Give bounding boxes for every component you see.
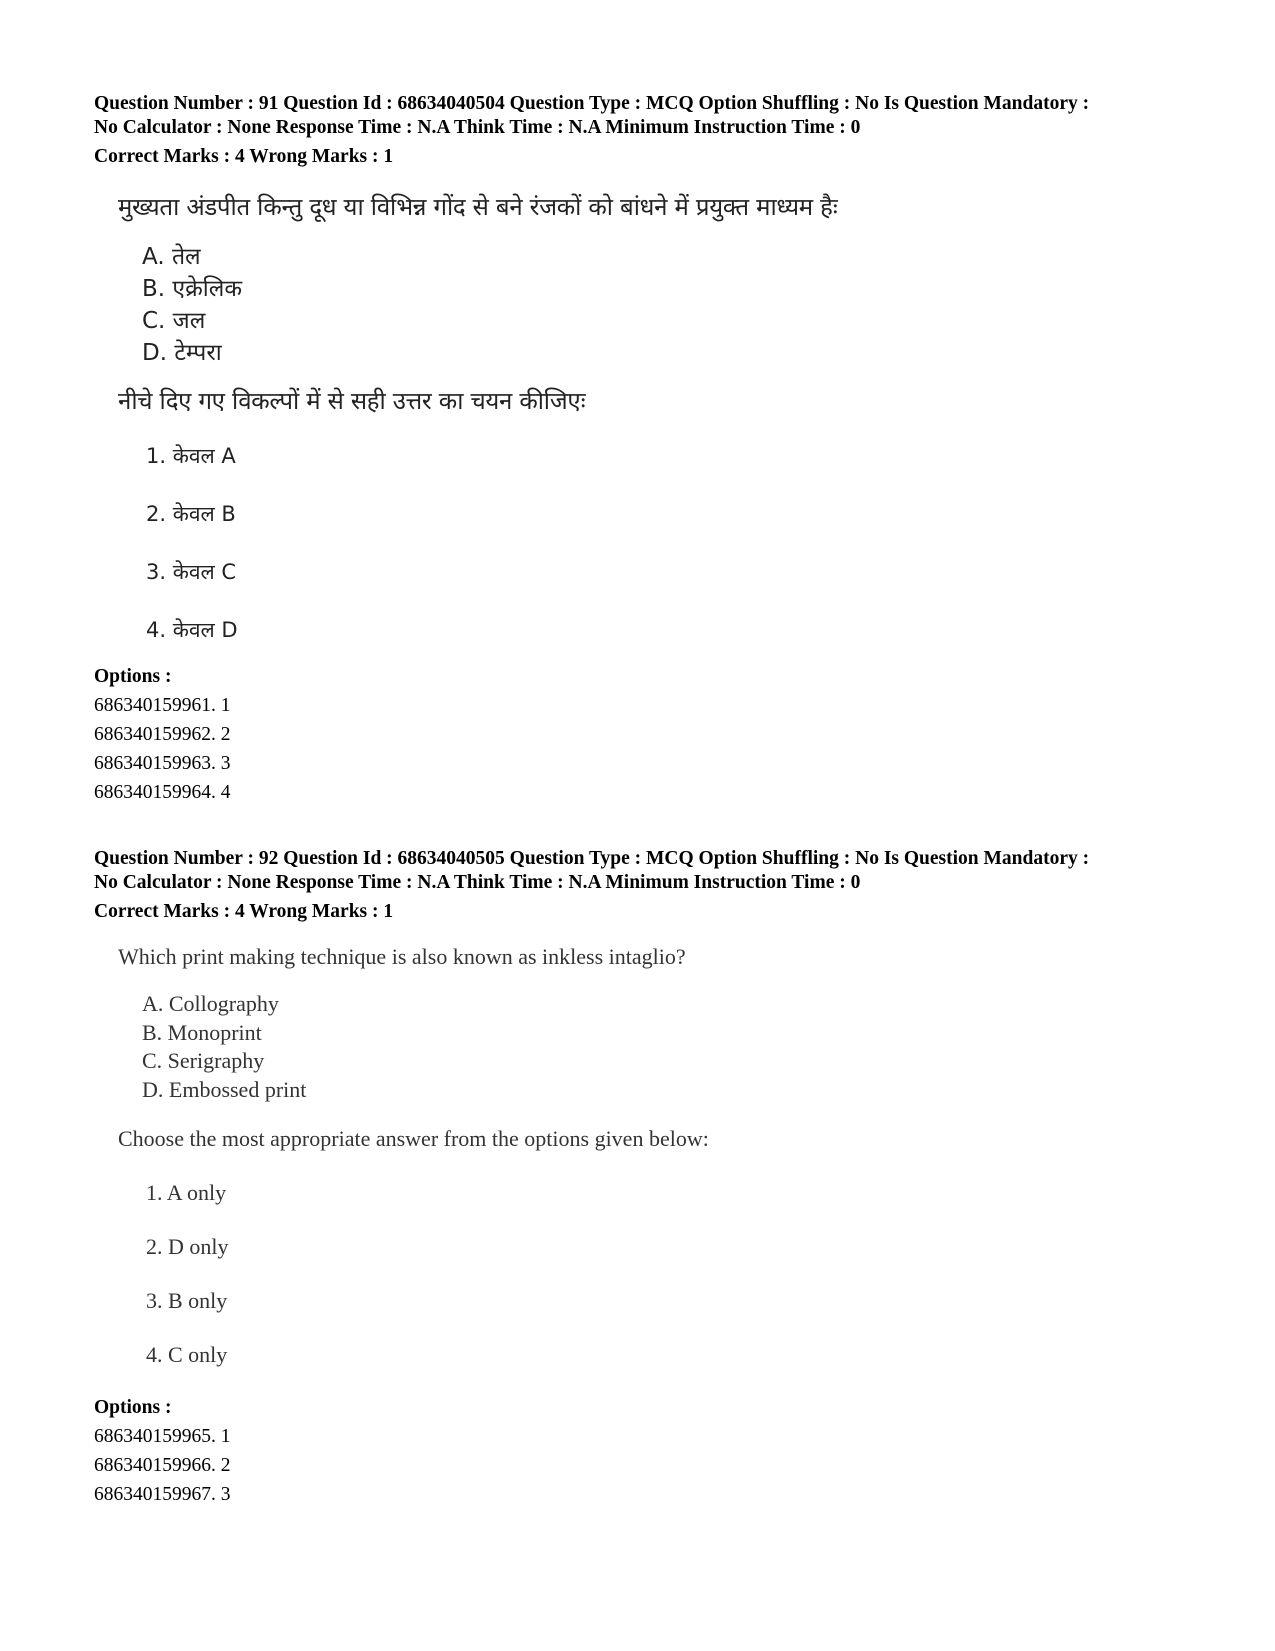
answer-choice: 2. D only <box>146 1234 229 1259</box>
meta-line-1: Question Number : 92 Question Id : 68634040505 Question Type : MCQ Option Shuffling : No Is Question Mandatory : <box>94 848 1090 869</box>
question-instruction: नीचे दिए गए विकल्पों में से सही उत्तर का चयन कीजिएः <box>118 387 586 415</box>
option-row: 686340159964. 4 <box>94 782 231 803</box>
answer-choice: 4. केवल D <box>146 618 238 642</box>
option-row: 686340159966. 2 <box>94 1455 231 1476</box>
option-row: 686340159965. 1 <box>94 1426 231 1447</box>
answer-choice: 1. A only <box>146 1180 227 1205</box>
document-page <box>94 92 1204 1509</box>
meta-line-1: Question Number : 91 Question Id : 68634040504 Question Type : MCQ Option Shuffling : No Is Question Mandatory : <box>94 93 1090 114</box>
question-stem: Which print making technique is also known as inkless intaglio? <box>118 944 686 969</box>
option-row: 686340159961. 1 <box>94 695 231 716</box>
question-instruction: Choose the most appropriate answer from the options given below: <box>118 1126 709 1151</box>
marks-line: Correct Marks : 4 Wrong Marks : 1 <box>94 146 394 167</box>
list-item: A. Collography <box>142 991 279 1016</box>
question-image <box>118 944 1204 1382</box>
list-item: C. जल <box>142 308 206 334</box>
question-image <box>118 191 1204 659</box>
question-91 <box>94 92 1204 807</box>
answer-choice: 3. केवल C <box>146 560 237 584</box>
answer-choice: 1. केवल A <box>146 444 236 468</box>
answer-choice: 4. C only <box>146 1342 228 1367</box>
list-item: B. Monoprint <box>142 1019 262 1045</box>
meta-line-2: No Calculator : None Response Time : N.A Think Time : N.A Minimum Instruction Time : 0 <box>94 117 861 138</box>
list-item: A. तेल <box>142 244 201 270</box>
question-meta <box>94 847 1204 924</box>
answer-choice: 2. केवल B <box>146 502 236 526</box>
options-heading: Options : <box>94 666 172 687</box>
question-92 <box>94 847 1204 1509</box>
meta-line-2: No Calculator : None Response Time : N.A Think Time : N.A Minimum Instruction Time : 0 <box>94 872 861 893</box>
marks-line: Correct Marks : 4 Wrong Marks : 1 <box>94 901 394 922</box>
options-heading: Options : <box>94 1397 172 1418</box>
answer-choice: 3. B only <box>146 1288 228 1313</box>
list-item: D. Embossed print <box>142 1076 307 1102</box>
option-row: 686340159963. 3 <box>94 753 231 774</box>
list-item: D. टेम्परा <box>142 340 222 366</box>
option-row: 686340159962. 2 <box>94 724 231 745</box>
list-item: C. Serigraphy <box>142 1048 265 1073</box>
list-item: B. एक्रेलिक <box>142 276 242 302</box>
question-stem: मुख्यता अंडपीत किन्तु दूध या विभिन्न गोंद से बने रंजकों को बांधने में प्रयुक्त माध्यम हैः <box>118 193 838 221</box>
option-row: 686340159967. 3 <box>94 1484 231 1505</box>
question-meta <box>94 92 1204 169</box>
